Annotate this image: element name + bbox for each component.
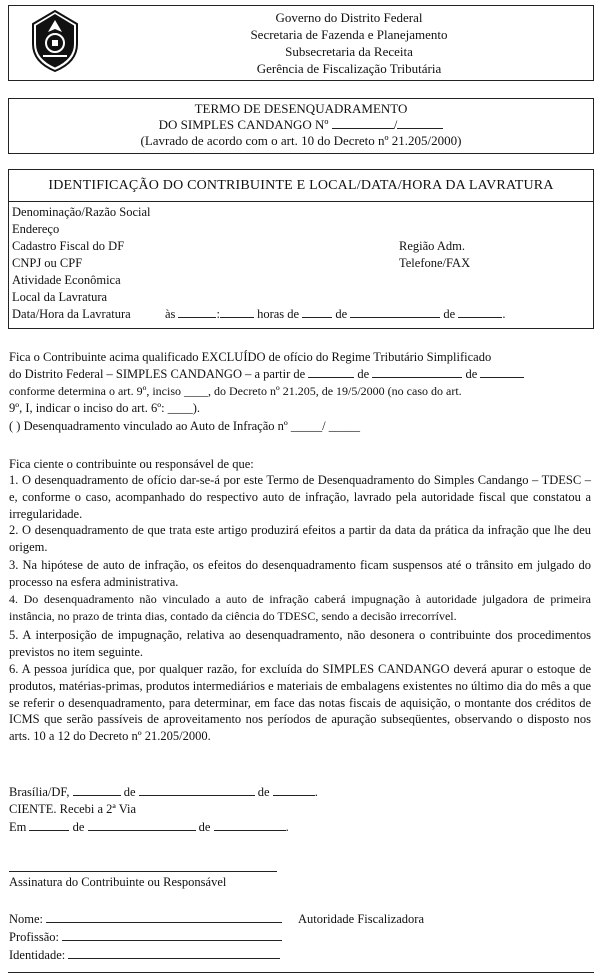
field-local[interactable]: Local da Lavratura	[12, 290, 108, 304]
header-box	[8, 5, 594, 81]
notice-item-1: 1. O desenquadramento de ofício dar-se-á por este Termo de Desenquadramento do Simples Candango – TDESC – e, conforme o caso, acompanhado do respectivo auto de infração, lavrado pela autoridade fiscal que constatou a irregularidade.	[9, 473, 591, 521]
field-atividade[interactable]: Atividade Econômica	[12, 273, 121, 287]
field-regiao[interactable]: Região Adm.	[399, 239, 465, 253]
term-subtitle: (Lavrado de acordo com o art. 10 do Decreto nº 21.205/2000)	[140, 133, 462, 148]
header-line-gerencia: Gerência de Fiscalização Tributária	[256, 61, 442, 76]
closing-year-blank[interactable]	[273, 784, 315, 796]
autoridade-label: Autoridade Fiscalizadora	[298, 912, 424, 926]
brasao-df-seal-icon	[31, 10, 79, 72]
notice-item-4: 4. Do desenquadramento não vinculado a auto de infração caberá impugnação à autoridade julgadora de primeira instância, no prazo de trinta dias, contado da ciência do TDESC, sendo a decisão irrecorrível.	[9, 592, 591, 623]
ciente-text: CIENTE. Recebi a 2ª Via	[9, 802, 137, 816]
identification-box	[8, 169, 594, 329]
notice-item-6: 6. A pessoa jurídica que, por qualquer razão, for excluída do SIMPLES CANDANGO deverá apurar o estoque de produtos, matérias-primas, produtos intermediários e materiais de embalagens existentes no último dia do mês a que se referir o desenquadramento, para determinar, em face das notas fiscais de aquisição, o montante dos créditos de ICMS que serão passíveis de aproveitamento nos períodos de apuração subseqüentes, observando o disposto nos arts. 10 a 12 do Decreto nº 21.205/2000.	[9, 662, 591, 744]
identification-title: IDENTIFICAÇÃO DO CONTRIBUINTE E LOCAL/DATA/HORA DA LAVRATURA	[9, 170, 593, 202]
day-blank[interactable]	[302, 306, 332, 318]
term-title-line1: TERMO DE DESENQUADRAMENTO	[194, 101, 408, 116]
exclusion-day-blank[interactable]	[308, 366, 354, 378]
notice-intro: Fica ciente o contribuinte ou responsável de que:	[9, 457, 254, 471]
ciente-date-line: Em de de .	[9, 820, 289, 834]
identidade-blank[interactable]	[68, 947, 280, 959]
field-cnpj-cpf[interactable]: CNPJ ou CPF	[12, 256, 83, 270]
header-text	[129, 9, 569, 77]
term-title-line2: DO SIMPLES CANDANGO Nº /	[9, 117, 593, 133]
header-line-secretaria: Secretaria de Fazenda e Planejamento	[250, 27, 448, 42]
term-title-box	[8, 98, 594, 154]
exclusion-line4: 9º, I, indicar o inciso do art. 6º: ____).	[9, 401, 201, 415]
year-blank[interactable]	[458, 306, 502, 318]
profissao-blank[interactable]	[62, 929, 282, 941]
bottom-rule	[8, 972, 594, 973]
identidade-field: Identidade:	[9, 947, 280, 963]
hour-blank[interactable]	[178, 306, 216, 318]
signature-label: Assinatura do Contribuinte ou Responsável	[9, 875, 227, 889]
exclusion-line2: do Distrito Federal – SIMPLES CANDANGO – a partir de de de	[9, 366, 524, 382]
field-cadastro[interactable]: Cadastro Fiscal do DF	[12, 239, 125, 253]
ciente-month-blank[interactable]	[88, 819, 196, 831]
ciente-day-blank[interactable]	[29, 819, 69, 831]
nome-blank[interactable]	[46, 911, 282, 923]
profissao-field: Profissão:	[9, 929, 282, 945]
closing-day-blank[interactable]	[73, 784, 121, 796]
auto-infracao-checkbox[interactable]: ( ) Desenquadramento vinculado ao Auto de Infração nº _____/ _____	[9, 419, 360, 433]
exclusion-line1: Fica o Contribuinte acima qualificado EXCLUÍDO de ofício do Regime Tributário Simplificado	[9, 350, 492, 364]
notice-item-3: 3. Na hipótese de auto de infração, os efeitos do desenquadramento ficam suspensos até o trânsito em julgado do processo na esfera administrativa.	[9, 558, 591, 589]
term-number-blank[interactable]	[332, 117, 394, 129]
exclusion-year-blank[interactable]	[480, 366, 524, 378]
nome-field: Nome:	[9, 911, 282, 927]
signature-line[interactable]	[9, 871, 277, 872]
field-telefone[interactable]: Telefone/FAX	[399, 256, 471, 270]
closing-month-blank[interactable]	[139, 784, 255, 796]
field-denominacao[interactable]: Denominação/Razão Social	[12, 205, 151, 219]
field-endereco[interactable]: Endereço	[12, 222, 60, 236]
exclusion-month-blank[interactable]	[372, 366, 462, 378]
header-line-governo: Governo do Distrito Federal	[275, 10, 423, 25]
ciente-year-blank[interactable]	[214, 819, 286, 831]
notice-item-5: 5. A interposição de impugnação, relativa ao desenquadramento, não desonera o contribuinte dos procedimentos previstos no item seguinte.	[9, 628, 591, 659]
exclusion-line3: conforme determina o art. 9º, inciso ____, do Decreto nº 21.205, de 19/5/2000 (no caso do art.	[9, 384, 462, 398]
minute-blank[interactable]	[220, 306, 254, 318]
header-line-subsecretaria: Subsecretaria da Receita	[285, 44, 413, 59]
term-year-blank[interactable]	[397, 117, 443, 129]
month-blank[interactable]	[350, 306, 440, 318]
closing-brasilia-line: Brasília/DF, de de .	[9, 785, 318, 799]
notice-item-2: 2. O desenquadramento de que trata este artigo produzirá efeitos a partir da data da prática da infração que lhe deu origem.	[9, 523, 591, 554]
field-data-hora: Data/Hora da Lavratura às : horas de de de .	[12, 307, 506, 321]
